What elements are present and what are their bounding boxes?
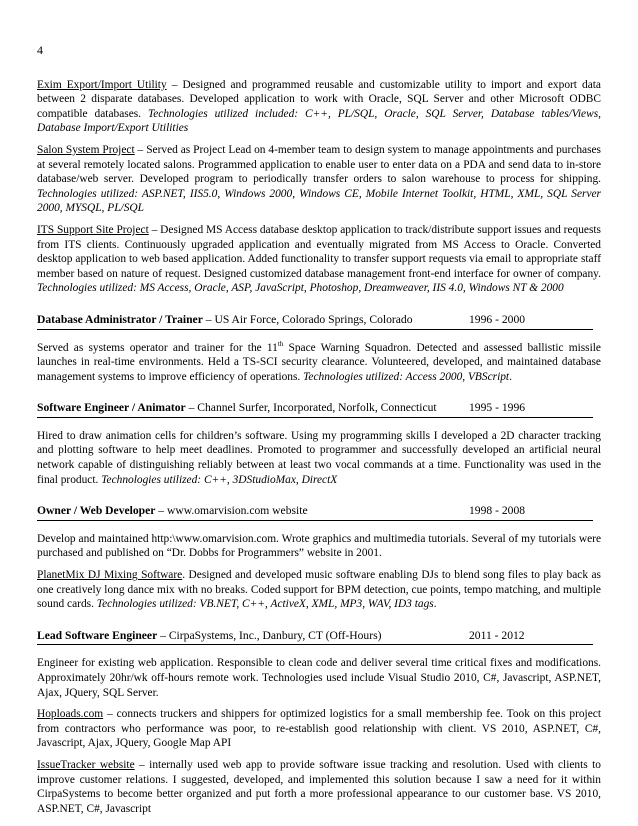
job-dates: 2011 - 2012 (469, 628, 525, 642)
project-description: . Designed and developed music software enabling DJs to blend song files to play back as one creatively long dance mix with no breaks. Coded support for BPM detection, cue points, tempo matching, and multiple sound cards. (37, 569, 601, 611)
project-description: – connects truckers and shippers for optimized logistics for a small membership fee. Took on this project from contractors who performance was poor, to re-establish good relationship with client. VS 2010, ASP.NET, C#, Javascript, Ajax, JQuery, Google Map API (37, 708, 601, 750)
job-header-owner (37, 504, 593, 521)
job-header-dba (37, 313, 593, 330)
project-issuetracker (37, 758, 601, 816)
project-technologies: Technologies utilized: VB.NET, C++, ActiveX, XML, MP3, WAV, ID3 tags (96, 598, 434, 611)
project-planetmix (37, 568, 601, 612)
job-desc-text: Hired to draw animation cells for children’s software. Using my programming skills I developed a 2D character tracking and plotting software to help meet deadlines. Promoted to programmer and successfully developed an artificial neural network capable of distinguishing reliably between at least two vocal commands at a time. Functionality was used in the final product. (37, 429, 601, 486)
job-dates: 1996 - 2000 (469, 312, 526, 326)
project-description: – Designed and programmed reusable and customizable utility to import and export data between 2 disparate databases. Developed application to work with Oracle, SQL Server and other Microsoft ODBC compatible databases. (37, 78, 601, 120)
job-dates: 1995 - 1996 (469, 401, 526, 415)
resume-page (37, 43, 601, 823)
project-description: – Served as Project Lead on 4-member team to design system to manage appointments and purchases at several remotely located salons. Programmed application to enable user to enter data on a PDA and send data to in-store database/web server. Developed program to periodically transfer orders to salon warehouse to process for shipping. (37, 143, 601, 186)
project-description: – internally used web app to provide software issue tracking and resolution. Used with clients to improve customer relations. I suggested, developed, and implemented this solution because I saw a need for it within CirpaSystems to become better organized and put forth a more professional appearance to our customer base. VS 2010, ASP.NET, C#, Javascript (37, 758, 602, 815)
project-title: Exim Export/Import Utility (37, 78, 167, 91)
project-description: – Designed MS Access database desktop application to track/distribute support issues and requests from ITS clients. Continuously upgraded application and eventually migrated from MS Access to Oracle. Converted desktop application to web based application. Added functionality to transfer support requests via email to appropriate staff member based on nature of request. Designed customized database management front-end interface for owner of company. (37, 223, 601, 280)
job-header-lead-engineer (37, 629, 593, 646)
job-desc-text: Served as systems operator and trainer for the 11 (37, 341, 278, 354)
job-organization: – CirpaSystems, Inc., Danbury, CT (Off-Hours) (157, 628, 382, 642)
job-technologies: Technologies utilized: C++, 3DStudioMax, DirectX (101, 473, 338, 486)
job-description-animator (37, 429, 601, 487)
job-role: Owner / Web Developer (37, 504, 156, 518)
job-role: Software Engineer / Animator (37, 401, 186, 415)
project-technologies: Technologies utilized: ASP.NET, IIS5.0, Windows 2000, Windows CE, Mobile Internet Toolkit, HTML, XML, SQL Server 2000, MYSQL, PL/SQL (37, 187, 601, 215)
job-description-lead-engineer: Engineer for existing web application. Responsible to clean code and deliver several time critical fixes and modifications. Approximately 20hr/wk off-hours remote work. Technologies used include Visual Studio 2010, C#, Javascript, ASP.NET, Ajax, JQuery, SQL Server. (37, 657, 601, 699)
job-desc-text-2: Space Warning Squadron. Detected and assessed ballistic missile launches in real-time environments. Held a TS-SCI security clearance. Volunteered, developed, and maintained database management systems to improve efficiency of operations. (37, 341, 601, 383)
page-number: 4 (37, 43, 43, 57)
project-salon (37, 143, 601, 216)
job-description-owner: Develop and maintained http:\www.omarvision.com. Wrote graphics and multimedia tutorials. Several of my tutorials were purchased and published on “Dr. Dobbs for Programmers” website in 2001. (37, 532, 601, 560)
job-organization: – US Air Force, Colorado Springs, Colorado (202, 312, 413, 326)
project-hoploads (37, 707, 601, 751)
project-its-support (37, 223, 601, 296)
project-technologies: Technologies utilized: MS Access, Oracle, ASP, JavaScript, Photoshop, Dreamweaver, IIS 4.0, Windows NT & 2000 (37, 282, 564, 295)
job-role: Lead Software Engineer (37, 628, 158, 642)
project-desc-end: . (433, 598, 437, 611)
job-organization: – www.omarvision.com website (155, 504, 308, 518)
job-description-dba (37, 341, 601, 385)
ordinal-suffix: th (277, 339, 284, 348)
project-technologies: Technologies utilized included: C++, PL/SQL, Oracle, SQL Server, Database tables/Views, Database Import/Export Utilities (37, 107, 601, 135)
job-header-animator (37, 401, 593, 418)
project-title: IssueTracker website (37, 758, 135, 771)
project-title: Hoploads.com (37, 708, 104, 721)
project-exim (37, 78, 601, 136)
job-dates: 1998 - 2008 (469, 504, 526, 518)
job-desc-end: . (509, 370, 512, 383)
project-title: PlanetMix DJ Mixing Software (37, 569, 183, 582)
job-organization: – Channel Surfer, Incorporated, Norfolk, Connecticut (185, 401, 437, 415)
job-technologies: Technologies utilized: Access 2000, VBScript (303, 370, 510, 383)
project-title: Salon System Project (37, 143, 135, 156)
job-role: Database Administrator / Trainer (37, 312, 203, 326)
project-title: ITS Support Site Project (37, 223, 149, 236)
